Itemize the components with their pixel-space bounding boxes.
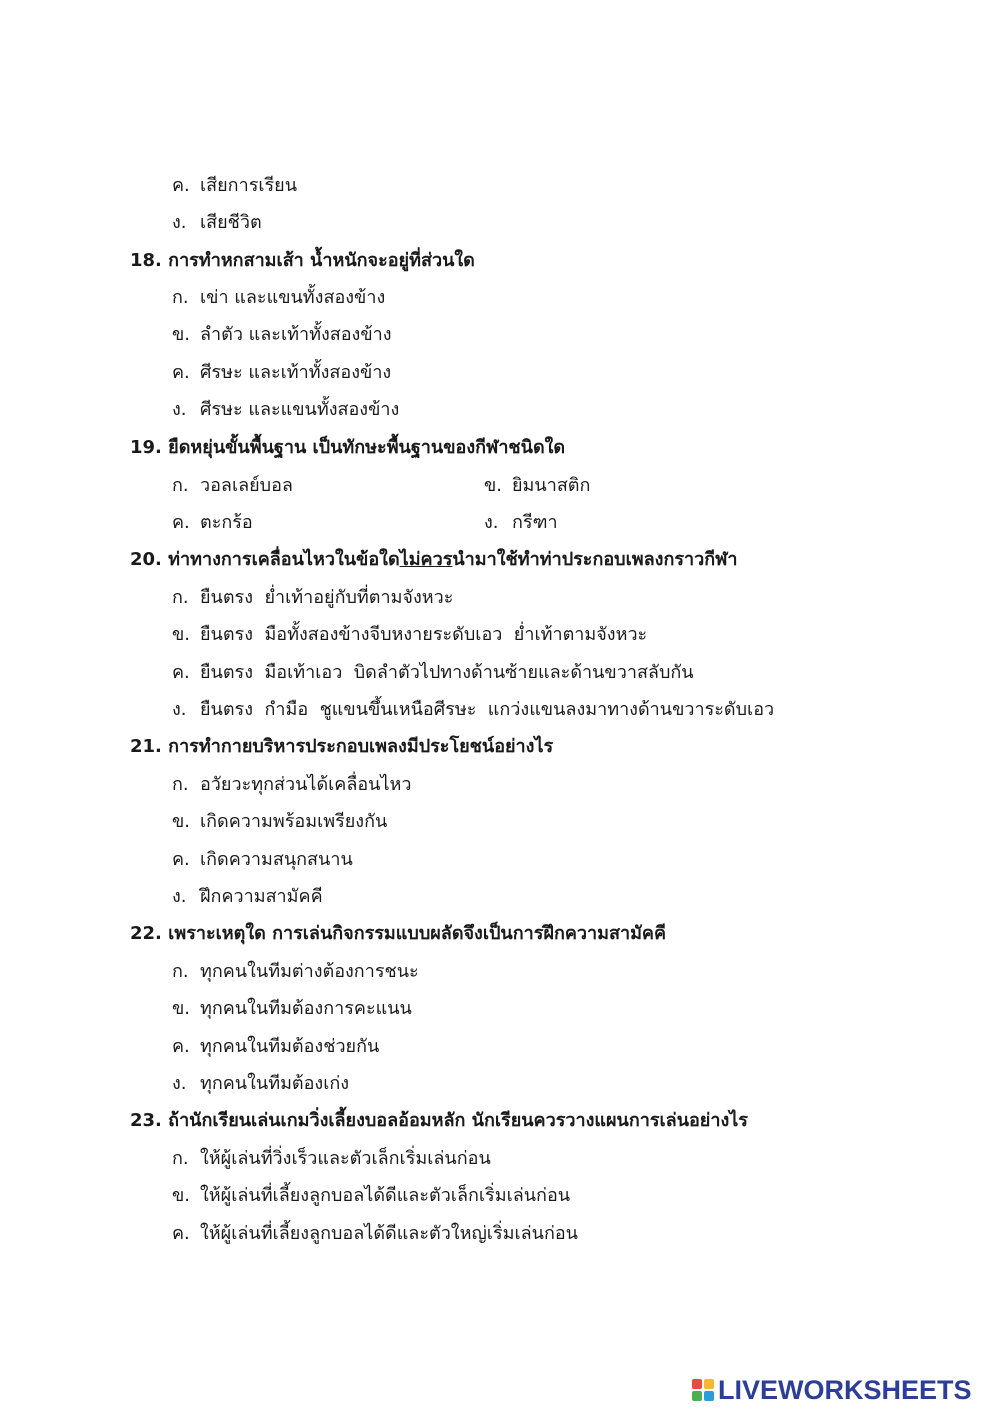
question-18: 18. การทำหกสามเส้า น้ำหนักจะอยู่ที่ส่วนใด [130, 250, 475, 271]
option-b[interactable]: ข. ลำตัว และเท้าทั้งสองข้าง [172, 324, 392, 345]
option-b[interactable]: ข. ให้ผู้เล่นที่เลี้ยงลูกบอลได้ดีและตัวเล็กเริ่มเล่นก่อน [172, 1185, 571, 1206]
option-c[interactable]: ค. ให้ผู้เล่นที่เลี้ยงลูกบอลได้ดีและตัวใหญ่เริ่มเล่นก่อน [172, 1223, 578, 1244]
question-19: 19. ยืดหยุ่นขั้นพื้นฐาน เป็นทักษะพื้นฐานของกีฬาชนิดใด [130, 437, 566, 458]
option-c[interactable]: ค. ตะกร้อ [172, 512, 253, 533]
logo-square-2 [704, 1379, 714, 1389]
option-d[interactable]: ง. เสียชีวิต [172, 212, 262, 233]
underlined-word: ไม่ควร [399, 549, 453, 570]
logo-square-1 [692, 1379, 702, 1389]
liveworksheets-logo [692, 1376, 972, 1404]
logo-square-4 [704, 1391, 714, 1401]
question-22: 22. เพราะเหตุใด การเล่นกิจกรรมแบบผลัดจึงเป็นการฝึกความสามัคคี [130, 923, 667, 944]
option-a[interactable]: ก. ให้ผู้เล่นที่วิ่งเร็วและตัวเล็กเริ่มเล่นก่อน [172, 1148, 491, 1169]
option-d[interactable]: ง. ทุกคนในทีมต้องเก่ง [172, 1073, 350, 1094]
option-b[interactable]: ข. ทุกคนในทีมต้องการคะแนน [172, 998, 412, 1019]
option-b[interactable]: ข. เกิดความพร้อมเพรียงกัน [172, 811, 388, 832]
question-20: 20. ท่าทางการเคลื่อนไหวในข้อใดไม่ควรนำมาใช้ทำท่าประกอบเพลงกราวกีฬา [130, 549, 738, 570]
logo-text: LIVEWORKSHEETS [718, 1374, 972, 1405]
option-a[interactable]: ก. วอลเลย์บอล [172, 475, 293, 496]
option-c[interactable]: ค. ยืนตรง มือเท้าเอว บิดลำตัวไปทางด้านซ้ายและด้านขวาสลับกัน [172, 662, 694, 683]
option-a[interactable]: ก. เข่า และแขนทั้งสองข้าง [172, 287, 386, 308]
question-23: 23. ถ้านักเรียนเล่นเกมวิ่งเลี้ยงบอลอ้อมหลัก นักเรียนควรวางแผนการเล่นอย่างไร [130, 1110, 748, 1131]
option-c[interactable]: ค. ศีรษะ และเท้าทั้งสองข้าง [172, 362, 392, 383]
logo-grid-icon [692, 1379, 714, 1401]
option-a[interactable]: ก. ทุกคนในทีมต่างต้องการชนะ [172, 961, 419, 982]
option-d[interactable]: ง. ฝึกความสามัคคี [172, 886, 323, 907]
option-d[interactable]: ง. กรีฑา [484, 512, 558, 533]
logo-square-3 [692, 1391, 702, 1401]
option-d[interactable]: ง. ยืนตรง กำมือ ชูแขนขึ้นเหนือศีรษะ แกว่งแขนลงมาทางด้านขวาระดับเอว [172, 699, 775, 720]
option-c[interactable]: ค. ทุกคนในทีมต้องช่วยกัน [172, 1036, 380, 1057]
option-c[interactable]: ค. เสียการเรียน [172, 175, 298, 196]
option-c[interactable]: ค. เกิดความสนุกสนาน [172, 849, 353, 870]
option-b[interactable]: ข. ยืนตรง มือทั้งสองข้างจีบหงายระดับเอว ย่ำเท้าตามจังหวะ [172, 624, 648, 645]
question-21: 21. การทำกายบริหารประกอบเพลงมีประโยชน์อย่างไร [130, 736, 554, 757]
option-a[interactable]: ก. อวัยวะทุกส่วนได้เคลื่อนไหว [172, 774, 412, 795]
option-d[interactable]: ง. ศีรษะ และแขนทั้งสองข้าง [172, 399, 400, 420]
option-b[interactable]: ข. ยิมนาสติก [484, 475, 591, 496]
option-a[interactable]: ก. ยืนตรง ย่ำเท้าอยู่กับที่ตามจังหวะ [172, 587, 454, 608]
